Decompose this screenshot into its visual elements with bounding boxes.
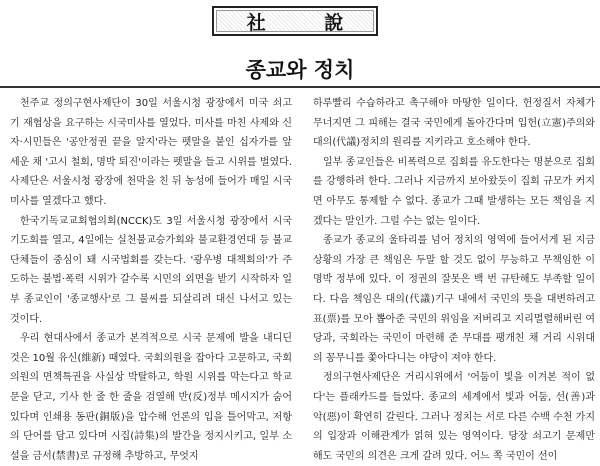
article-column-right bbox=[313, 94, 595, 462]
article-title: 종교와 정치 bbox=[245, 58, 355, 82]
paragraph: 종교가 종교의 울타리를 넘어 정치의 영역에 들어서게 된 지금 상황의 가장 큰 책임은 두말 할 것도 없이 무능하고 무책임한 이명박 정부에 있다. 이 정권의 잘못은 백 번 규탄해도 부족할 일이다. 다음 책임은 대의(代議)기구 내에서 국민의 뜻을 대변하려고 표(票)를 모아 뽑아준 국민의 위임을 저버리고 지리멸렬해버린 여당과, 국회라는 국민이 마련해 준 무대를 팽개친 채 거리 시위대의 꽁무니를 쫓아다니는 야당이 져야 한다. bbox=[313, 235, 595, 364]
paragraph: 정의구현사제단은 거리시위에서 '어둠이 빛을 이겨본 적이 없다'는 플래카드를 들었다. 종교의 세계에서 빛과 어둠, 선(善)과 악(惡)이 확연히 갈린다. 그러나 정치는 서로 다른 수백 수천 가지의 입장과 이해관계가 얽혀 있는 영역이다. 당장 쇠고기 문제만 해도 국민의 의견은 크게 갈려 있다. 어느 쪽 국민이 선이 bbox=[313, 372, 595, 462]
paragraph: 일부 종교인들은 비폭력으로 집회를 유도한다는 명분으로 집회를 강행하려 한다. 그러나 지금까지 보아왔듯이 집회 규모가 커지면 아무도 통제할 수 없다. 종교가 그때 발생하는 모든 책임을 지겠다는 말인가. 그럴 수는 없는 일이다. bbox=[313, 156, 595, 227]
paragraph: 우리 현대사에서 종교가 본격적으로 시국 문제에 발을 내디딘 것은 10월 유신(維新) 때였다. 국회의원을 잡아다 고문하고, 국회의원의 면책특권을 사실상 박탈하고, 학원 시위를 막는다고 학교 문을 닫고, 기사 한 줄 한 줄을 검열해 반(反)정부 메시지가 숨어 있다며 인쇄용 동판(銅版)을 압수해 언론의 입을 틀어막고, 저항의 단어를 담고 있다며 시집(詩集)의 발간을 정지시키고, 일부 소설을 금서(禁書)로 규정해 추방하고, 무엇지 bbox=[10, 333, 292, 462]
masthead-pattern bbox=[216, 10, 374, 32]
title-divider bbox=[0, 86, 600, 88]
paragraph: 한국기독교교회협의회(NCCK)도 3일 서울시청 광장에서 시국기도회를 열고, 4일에는 실천불교승가회와 불교환경연대 등 불교단체들이 중심이 돼 시국법회를 갖는다. '광우병 대책회의'가 주도하는 불법·폭력 시위가 갈수록 시민의 외면을 받기 시작하자 일부 종교인이 '종교행사'로 그 불씨를 되살리려 대신 나서고 있는 것이다. bbox=[10, 215, 292, 325]
masthead-label: 社 說 bbox=[246, 11, 370, 34]
paragraph: 천주교 정의구현사제단이 30일 서울시청 광장에서 미국 쇠고기 재협상을 요구하는 시국미사를 열었다. 미사를 마친 사제와 신자·시민들은 '공안정권 끝을 알지'라는 펫말을 붙인 십자가를 앞세운 채 '고시 철회, 명박 퇴진'이라는 펫말을 들고 시위를 벌였다. 사제단은 서울시청 광장에 천막을 친 뒤 농성에 들어가 매일 시국미사를 열겠다고 했다. bbox=[10, 98, 292, 207]
editorial-masthead bbox=[212, 6, 378, 36]
article-column-left bbox=[10, 94, 292, 462]
paragraph: 하루빨리 수습하라고 촉구해야 마땅한 일이다. 헌정질서 자체가 무너지면 그 피해는 결국 국민에게 돌아간다며 입헌(立憲)주의와 대의(代議)정치의 원리를 지키라고 호소해야 한다. bbox=[313, 98, 595, 149]
